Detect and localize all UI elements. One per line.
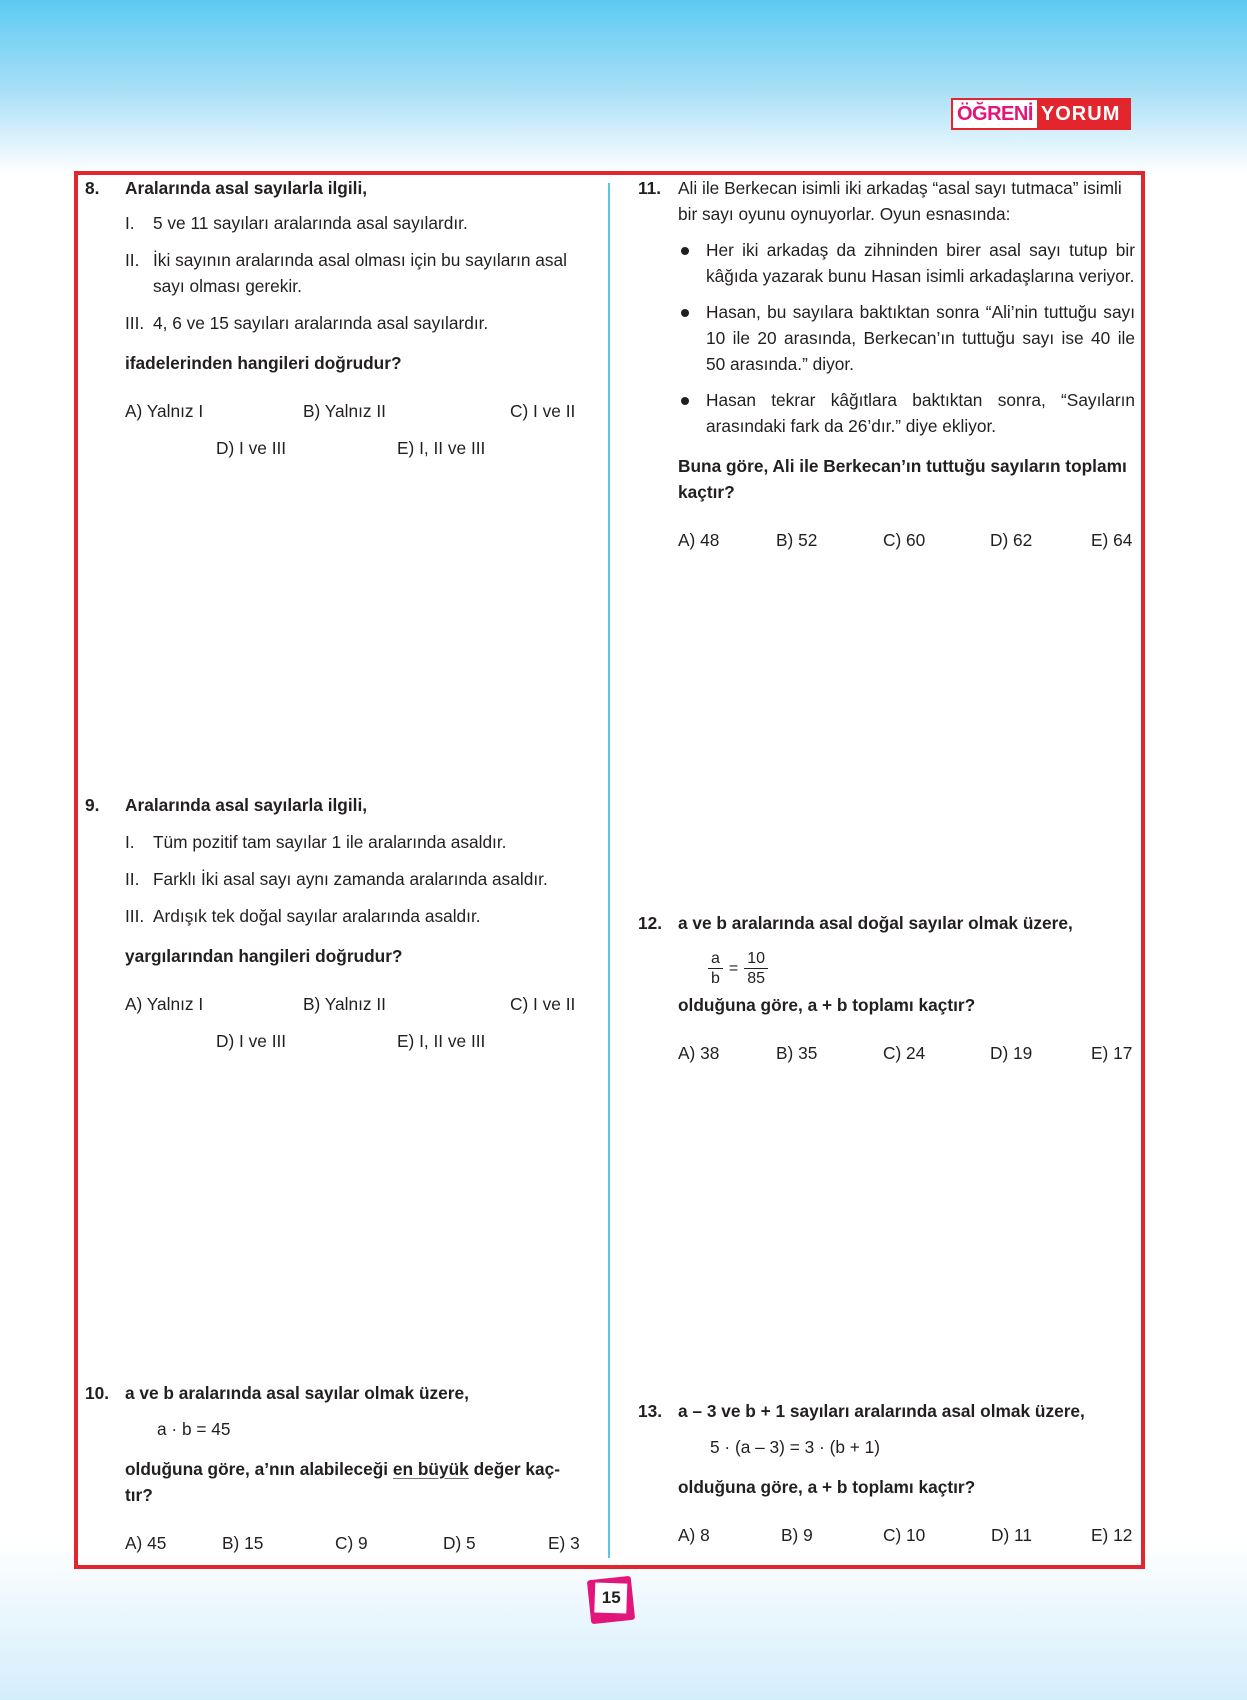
answer-options [678, 527, 1135, 553]
option-e[interactable]: E) I, II ve III [397, 1031, 486, 1051]
option-a[interactable]: A) Yalnız I [125, 994, 204, 1014]
question-prompt: yargılarından hangileri doğrudur? [125, 946, 403, 966]
answer-options [125, 991, 585, 1017]
statement-3: III. Ardışık tek doğal sayılar aralarında asaldır. [125, 906, 481, 926]
statement-2: II. Farklı İki asal sayı aynı zamanda aralarında asaldır. [125, 869, 548, 889]
column-divider [608, 183, 610, 1558]
logo-part-2: YORUM [1040, 103, 1121, 125]
option-c[interactable]: C) 60 [883, 530, 926, 550]
equation: a · b = 45 [157, 1419, 231, 1439]
question-12 [638, 910, 1135, 1066]
bullet-item: Hasan tekrar kâğıtlara baktıktan sonra, “Sayıların arasındaki fark da 26’dır.” diye ekliyor. [678, 387, 1135, 439]
question-number: 9. [85, 795, 100, 815]
option-d[interactable]: D) 62 [990, 530, 1033, 550]
option-b[interactable]: B) 35 [776, 1043, 818, 1063]
question-number: 8. [85, 178, 100, 198]
option-b[interactable]: B) Yalnız II [303, 994, 386, 1014]
option-e[interactable]: E) I, II ve III [397, 438, 486, 458]
option-b[interactable]: B) 52 [776, 530, 818, 550]
question-11 [638, 175, 1135, 553]
question-8 [85, 175, 585, 461]
question-number: 10. [85, 1383, 110, 1403]
emphasis-underline: en büyük [392, 1459, 469, 1479]
question-prompt: ifadelerinden hangileri doğrudur? [125, 353, 402, 373]
question-number: 12. [638, 913, 663, 933]
option-a[interactable]: A) 45 [125, 1533, 167, 1553]
question-10 [85, 1380, 585, 1556]
option-e[interactable]: E) 3 [548, 1533, 580, 1553]
question-13 [638, 1398, 1135, 1548]
answer-options [125, 398, 585, 424]
fraction-equation: $\frac{a}{b}$ = $\frac{10}{85}$ [678, 944, 1135, 988]
answer-options-row-2 [125, 435, 585, 461]
question-prompt: olduğuna göre, a’nın alabileceği en büyük değer kaç-tır? [125, 1459, 561, 1505]
option-e[interactable]: E) 17 [1091, 1043, 1133, 1063]
page-number: 15 [601, 1588, 621, 1608]
option-c[interactable]: C) I ve II [510, 401, 576, 421]
option-b[interactable]: B) Yalnız II [303, 401, 386, 421]
question-stem: Aralarında asal sayılarla ilgili, [125, 795, 368, 815]
option-e[interactable]: E) 12 [1091, 1525, 1133, 1545]
option-d[interactable]: D) 11 [991, 1525, 1032, 1545]
answer-options [125, 1530, 585, 1556]
option-c[interactable]: C) 24 [883, 1043, 926, 1063]
bullet-item: Her iki arkadaş da zihninden birer asal sayı tutup bir kâğıda yazarak bunu Hasan isimli arkadaşlarına veriyor. [678, 237, 1135, 289]
option-c[interactable]: C) I ve II [510, 994, 576, 1014]
publisher-logo [951, 98, 1131, 130]
option-a[interactable]: A) 8 [678, 1525, 710, 1545]
question-number: 13. [638, 1401, 663, 1421]
answer-options [678, 1522, 1135, 1548]
statement-1: I. 5 ve 11 sayıları aralarında asal sayılardır. [125, 213, 468, 233]
option-b[interactable]: B) 9 [781, 1525, 813, 1545]
question-prompt: Buna göre, Ali ile Berkecan’ın tuttuğu sayıların toplamı kaçtır? [678, 456, 1127, 502]
option-d[interactable]: D) 19 [990, 1043, 1033, 1063]
equation: 5 · (a – 3) = 3 · (b + 1) [710, 1437, 881, 1457]
bullet-item: Hasan, bu sayılara baktıktan sonra “Ali’nin tuttuğu sayı 10 ile 20 arasında, Berkecan’ın tuttuğu sayı ise 40 ile 50 arasında.” diyor. [678, 299, 1135, 377]
answer-options [678, 1040, 1135, 1066]
question-stem: a ve b aralarında asal doğal sayılar olmak üzere, [678, 913, 1073, 933]
option-e[interactable]: E) 64 [1091, 530, 1133, 550]
option-d[interactable]: D) 5 [443, 1533, 476, 1553]
question-prompt: olduğuna göre, a + b toplamı kaçtır? [678, 1477, 976, 1497]
option-c[interactable]: C) 10 [883, 1525, 926, 1545]
bullet-icon [681, 247, 689, 255]
question-prompt: olduğuna göre, a + b toplamı kaçtır? [678, 995, 976, 1015]
question-stem: Ali ile Berkecan isimli iki arkadaş “asal sayı tutmaca” isimli bir sayı oyunu oynuyorlar. Oyun esnasında: [678, 178, 1122, 224]
bullet-icon [681, 309, 689, 317]
question-stem: Aralarında asal sayılarla ilgili, [125, 178, 368, 198]
option-c[interactable]: C) 9 [335, 1533, 368, 1553]
option-a[interactable]: A) 38 [678, 1043, 720, 1063]
logo-part-1: ÖĞRENİ [953, 100, 1037, 128]
question-9 [85, 792, 585, 1054]
option-b[interactable]: B) 15 [222, 1533, 264, 1553]
statement-2: II. İki sayının aralarında asal olması için bu sayıların asal sayı olması gerekir. [125, 250, 567, 296]
question-stem: a – 3 ve b + 1 sayıları aralarında asal olmak üzere, [678, 1401, 1085, 1421]
option-d[interactable]: D) I ve III [216, 438, 287, 458]
answer-options-row-2 [125, 1028, 585, 1054]
statement-1: I. Tüm pozitif tam sayılar 1 ile aralarında asaldır. [125, 832, 507, 852]
option-d[interactable]: D) I ve III [216, 1031, 287, 1051]
page-number-badge [587, 1576, 635, 1624]
option-a[interactable]: A) Yalnız I [125, 401, 204, 421]
question-stem: a ve b aralarında asal sayılar olmak üzere, [125, 1383, 469, 1403]
bullet-icon [681, 397, 689, 405]
question-number: 11. [638, 178, 662, 198]
statement-3: III. 4, 6 ve 15 sayıları aralarında asal sayılardır. [125, 313, 489, 333]
option-a[interactable]: A) 48 [678, 530, 720, 550]
